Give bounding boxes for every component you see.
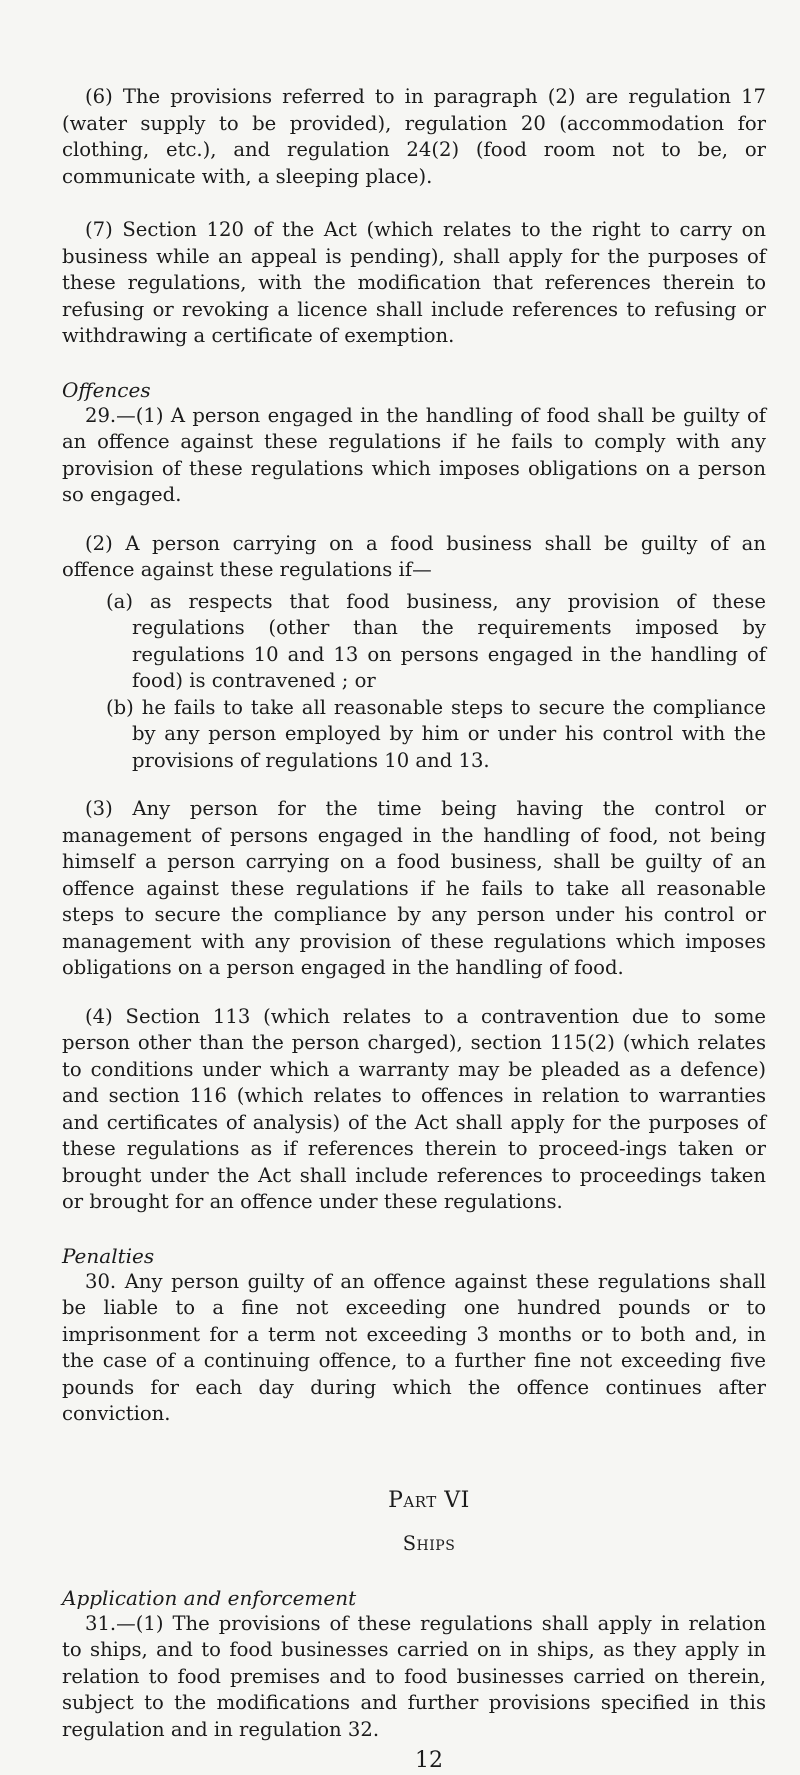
regulation-29-2-intro: (2) A person carrying on a food business shall be guilty of an offence against these regulations if— <box>62 531 766 581</box>
regulation-31-1: 31.—(1) The provisions of these regulations shall apply in relation to ships, and to food businesses carried on in ships, as they apply in relation to food premises and to food businesses carried on therein, subject to the modifications and further provisions specified in this regulation and in regulation 32. <box>62 1611 766 1741</box>
paragraph-6: (6) The provisions referred to in paragraph (2) are regulation 17 (water supply to be provided), regulation 20 (accommodation for clothing, etc.), and regulation 24(2) (food room not to be, or communicate with, a sleeping place). <box>62 85 766 188</box>
offences-heading: Offences <box>62 377 151 402</box>
regulation-29-2-b: (b) he fails to take all reasonable steps to secure the compliance by any person employed by him or under his control with the provisions of regulations 10 and 13. <box>106 695 766 772</box>
application-heading: Application and enforcement <box>62 1585 357 1610</box>
part-title: Part VI <box>388 1487 470 1513</box>
regulation-29-1: 29.—(1) A person engaged in the handling of food shall be guilty of an offence against these regulations if he fails to comply with any provision of these regulations which imposes obligations on a person so engaged. <box>62 403 766 506</box>
part-subtitle: Ships <box>402 1531 456 1555</box>
page-number: 12 <box>415 1748 443 1773</box>
regulation-30: 30. Any person guilty of an offence against these regulations shall be liable to a fine not exceeding one hundred pounds or to imprisonment for a term not exceeding 3 months or to both and, in the case of a continuing offence, to a further fine not exceeding five pounds for each day during which the offence continues after conviction. <box>62 1269 766 1425</box>
regulation-29-2-a: (a) as respects that food business, any provision of these regulations (other than the requirements imposed by regulations 10 and 13 on persons engaged in the handling of food) is contravened ; or <box>106 589 766 692</box>
regulation-29-3: (3) Any person for the time being having the control or management of persons engaged in the handling of food, not being himself a person carrying on a food business, shall be guilty of an offence against these regulations if he fails to take all reasonable steps to secure the compliance by any person under his control or management with any provision of these regulations which imposes obligations on a person engaged in the handling of food. <box>62 797 766 979</box>
penalties-heading: Penalties <box>62 1243 155 1268</box>
regulation-29-4: (4) Section 113 (which relates to a contravention due to some person other than the person charged), section 115(2) (which relates to conditions under which a warranty may be pleaded as a defence) and section 116 (which relates to offences in relation to warranties and certificates of analysis) of the Act shall apply for the purposes of these regulations as if references therein to proceed-ings taken or brought under the Act shall include references to proceedings taken or brought for an offence under these regulations. <box>62 1004 766 1213</box>
paragraph-7: (7) Section 120 of the Act (which relates to the right to carry on business while an appeal is pending), shall apply for the purposes of these regulations, with the modification that references therein to refusing or revoking a licence shall include references to refusing or withdrawing a certificate of exemption. <box>62 218 766 347</box>
